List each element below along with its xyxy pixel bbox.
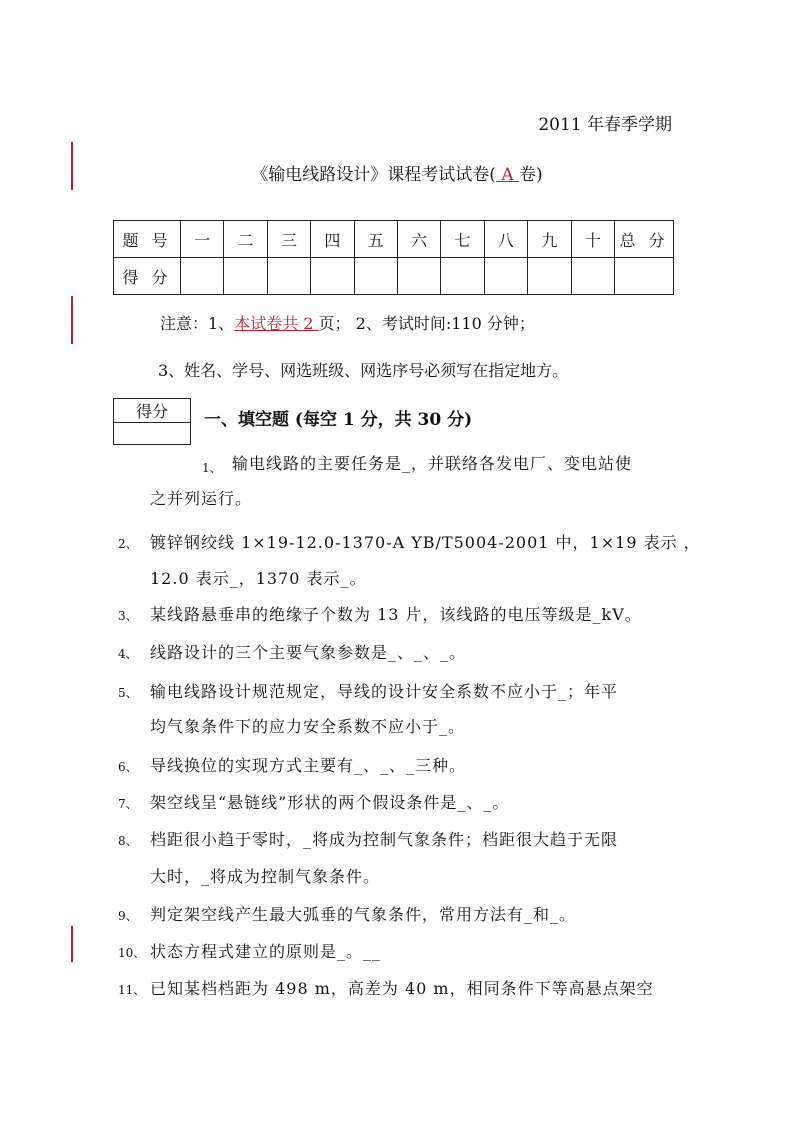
question-number: 8、 (118, 834, 138, 848)
score-header-cell: 八 (484, 221, 527, 258)
question-text: 导线换位的实现方式主要有_、_、_三种。 (150, 756, 467, 775)
score-header-cell: 二 (224, 221, 267, 258)
question-number: 9、 (118, 909, 138, 923)
question-number: 10、 (118, 946, 146, 960)
note-suffix: 页； 2、考试时间:110 分钟； (318, 314, 535, 333)
question-text: 均气象条件下的应力安全系数不应小于_。 (150, 717, 466, 736)
note-line-1 (160, 311, 535, 334)
paper-version: A (495, 165, 520, 185)
question-number: 4、 (118, 647, 138, 661)
score-header-cell: 一 (181, 221, 224, 258)
score-entry-cell[interactable] (397, 258, 440, 295)
section-score-entry[interactable] (114, 423, 191, 445)
note-page-count: 本试卷共 2 (234, 314, 319, 333)
score-entry-cell[interactable] (615, 258, 674, 295)
question-text: 判定架空线产生最大弧垂的气象条件，常用方法有_和_。 (150, 905, 577, 924)
note-prefix: 注意：1、 (160, 314, 235, 333)
score-entry-cell[interactable] (528, 258, 571, 295)
score-header-cell: 五 (354, 221, 397, 258)
question-number: 1、 (202, 461, 222, 475)
score-header-cell: 三 (267, 221, 310, 258)
note-line-2: 3、姓名、学号、网选班级、网选序号必须写在指定地方。 (158, 361, 569, 380)
section-title: 一、填空题 (每空 1 分，共 30 分) (204, 410, 473, 430)
score-header-cell: 七 (441, 221, 484, 258)
question-text: 12.0 表示_，1370 表示_。 (150, 569, 367, 588)
question-text: 档距很小趋于零时，_将成为控制气象条件；档距很大趋于无限 (150, 830, 619, 849)
score-entry-cell[interactable] (484, 258, 527, 295)
title-suffix: 卷) (519, 165, 543, 185)
question-number: 2、 (118, 537, 138, 551)
score-table (113, 220, 674, 295)
section-score-label: 得分 (114, 399, 191, 423)
score-entry-cell[interactable] (181, 258, 224, 295)
score-entry-cell[interactable] (354, 258, 397, 295)
score-header-cell: 题 号 (114, 221, 181, 258)
score-header-row (114, 221, 674, 258)
question-number: 6、 (118, 760, 138, 774)
question-text: 某线路悬垂串的绝缘子个数为 13 片，该线路的电压等级是_kV。 (150, 605, 642, 624)
score-entry-cell[interactable] (224, 258, 267, 295)
question-number: 3、 (118, 609, 138, 623)
question-text: 已知某档档距为 498 m，高差为 40 m，相同条件下等高悬点架空 (150, 979, 654, 998)
question-number: 7、 (118, 797, 138, 811)
title-prefix: 《输电线路设计》课程考试试卷( (251, 165, 496, 185)
score-header-cell: 六 (397, 221, 440, 258)
question-number: 11、 (118, 983, 146, 997)
score-header-cell: 总 分 (615, 221, 674, 258)
question-text: 线路设计的三个主要气象参数是_、_、_。 (150, 643, 467, 662)
score-header-cell: 十 (571, 221, 614, 258)
score-header-cell: 四 (311, 221, 354, 258)
question-text: 状态方程式建立的原则是_。__ (150, 942, 382, 961)
semester-label: 2011 年春季学期 (538, 115, 672, 135)
score-row-label: 得 分 (114, 258, 181, 295)
score-entry-row (114, 258, 674, 295)
question-text: 输电线路设计规范规定，导线的设计安全系数不应小于_；年平 (150, 682, 619, 701)
score-entry-cell[interactable] (267, 258, 310, 295)
score-header-cell: 九 (528, 221, 571, 258)
score-entry-cell[interactable] (311, 258, 354, 295)
page-title (0, 160, 794, 185)
margin-mark (71, 926, 73, 962)
margin-mark (71, 296, 73, 344)
question-text: 之并列运行。 (150, 489, 253, 508)
question-number: 5、 (118, 686, 138, 700)
question-text: 架空线呈“悬链线”形状的两个假设条件是_、_。 (150, 793, 510, 812)
score-entry-cell[interactable] (441, 258, 484, 295)
question-text: 输电线路的主要任务是_，并联络各发电厂、变电站使 (232, 454, 633, 473)
section-score-box (113, 398, 191, 445)
question-text: 镀锌钢绞线 1×19-12.0-1370-A YB/T5004-2001 中，1×19 表示 ， (150, 533, 701, 552)
question-text: 大时，_将成为控制气象条件。 (150, 867, 381, 886)
score-entry-cell[interactable] (571, 258, 614, 295)
